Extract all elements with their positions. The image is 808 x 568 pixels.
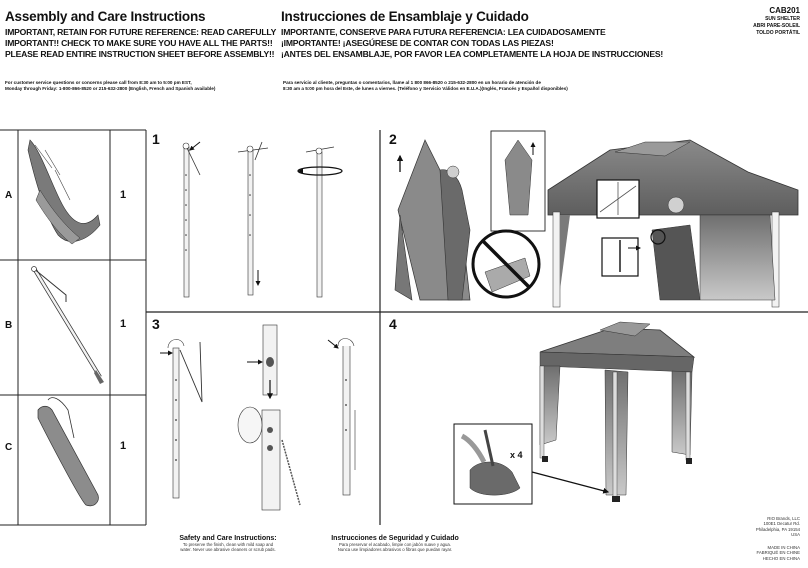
title-en: Assembly and Care Instructions <box>5 9 206 24</box>
warning-en-1: IMPORTANT, RETAIN FOR FUTURE REFERENCE: READ CAREFULLY <box>5 27 277 37</box>
safety-text-es-1: Para preservar el acabado, limpie con jabón suave y agua. <box>338 542 452 547</box>
contact-en-2: Monday through Friday: 1-800-866-8520 or 215-632-2800 (English, French and Spanish available) <box>5 86 216 91</box>
title-es: Instrucciones de Ensamblaje y Cuidado <box>281 9 529 24</box>
product-name-es: TOLDO PORTÁTIL <box>756 30 800 36</box>
made-in <box>757 545 800 561</box>
step1-illustration <box>183 142 342 297</box>
step4-illustration <box>454 322 694 504</box>
warning-en-3: PLEASE READ ENTIRE INSTRUCTION SHEET BEFORE ASSEMBLY!! <box>5 49 275 59</box>
step-4-number: 4 <box>389 316 397 332</box>
company-country: USA <box>791 531 800 537</box>
contact-en-1: For customer service questions or concerns please call from 8:30 am to 5:00 pm EST, <box>5 80 192 85</box>
safety-title-en: Safety and Care Instructions: <box>179 535 277 542</box>
part-c-bag-illustration <box>38 398 98 506</box>
company-address <box>756 516 800 537</box>
made-in-fr: FABRIQUÉ EN CHINE <box>756 550 800 556</box>
part-b-letter: B <box>5 320 13 331</box>
product-code: CAB201 <box>769 6 800 15</box>
company-street: 100E1 Decatur Rd. <box>763 521 800 527</box>
part-c-letter: C <box>5 442 13 453</box>
part-a-canopy-illustration <box>28 140 100 244</box>
contact-es-1: Para servicio al cliente, preguntas o comentarios, llame al 1 800 866-8520 o 215-632-2800 en un horario de atención de <box>283 80 541 85</box>
warning-es-2: ¡IMPORTANTE! ¡ASEGÚRESE DE CONTAR CON TODAS LAS PIEZAS! <box>281 38 554 48</box>
contact-es-2: 8:30 am a 5:00 pm hora del Este, de lunes a viernes. (Teléfono y Servicio Válidos en E.U.A.)(Inglés, Francés y Español disponibles) <box>283 86 568 91</box>
part-b-pole-illustration <box>32 267 105 385</box>
company-name: RIO Brands, LLC <box>767 516 800 521</box>
quantity-x4-label: x 4 <box>510 450 523 460</box>
safety-text-en-2: water. Never use abrasive cleaners or scrub pads. <box>180 547 276 553</box>
step-3-number: 3 <box>152 316 160 332</box>
step2-illustration <box>395 131 798 307</box>
step-1-number: 1 <box>152 131 160 147</box>
warning-es-3: ¡ANTES DEL ENSAMBLAJE, POR FAVOR LEA COMPLETAMENTE LA HOJA DE INSTRUCCIONES! <box>281 49 664 59</box>
part-a-letter: A <box>5 190 13 201</box>
product-name-fr: ABRI PARE-SOLEIL <box>753 23 800 29</box>
product-name-en: SUN SHELTER <box>765 16 800 22</box>
step3-illustration <box>160 325 355 510</box>
warning-en-2: IMPORTANT!! CHECK TO MAKE SURE YOU HAVE ALL THE PARTS!! <box>5 38 273 48</box>
safety-title-es: Instrucciones de Seguridad y Cuidado <box>331 535 459 542</box>
part-a-qty: 1 <box>120 189 127 201</box>
made-in-en: MADE IN CHINA <box>767 545 800 550</box>
safety-text-es-2: Nunca use limpiadores abrasivos o fibras que puedan rayar. <box>337 547 453 553</box>
warning-es-1: IMPORTANTE, CONSERVE PARA FUTURA REFERENCIA: LEA CUIDADOSAMENTE <box>281 27 606 37</box>
safety-text-en-1: To preserve the finish, clean with mild soap and <box>182 542 274 547</box>
part-b-qty: 1 <box>120 318 127 330</box>
step-2-number: 2 <box>389 131 397 147</box>
company-city: Philadelphia, PA 19154 <box>755 526 800 532</box>
made-in-es: HECHO EN CHINA <box>762 555 800 561</box>
part-c-qty: 1 <box>120 440 127 452</box>
